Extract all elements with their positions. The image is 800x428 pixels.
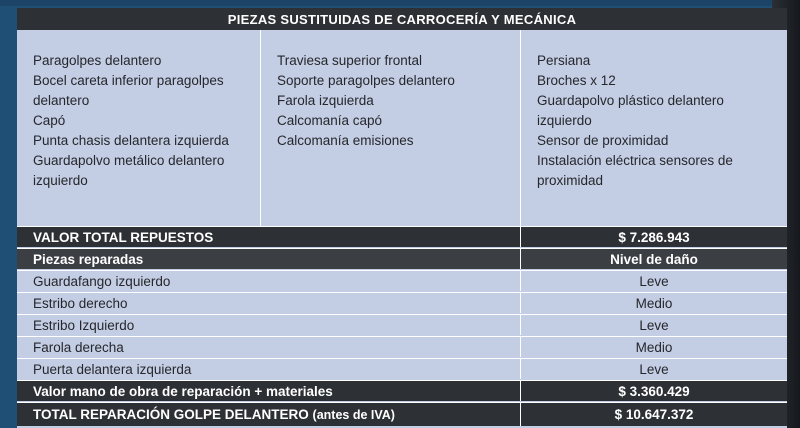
labor-label: Valor mano de obra de reparación + materiales	[17, 381, 521, 401]
table-row	[17, 292, 787, 313]
labor-value: $ 3.360.429	[618, 383, 690, 399]
part-item: Broches x 12	[537, 73, 616, 88]
part-item: Soporte paragolpes delantero	[277, 73, 455, 88]
parts-column-2	[261, 30, 521, 226]
part-item: Punta chasis delantera izquierda	[33, 133, 229, 148]
repaired-header-label: Piezas reparadas	[17, 249, 521, 269]
part-item: Calcomanía emisiones	[277, 133, 414, 148]
part-item: Paragolpes delantero	[33, 53, 162, 68]
grand-total-title: TOTAL REPARACIÓN GOLPE DELANTERO	[33, 407, 309, 422]
part-item: delantero	[33, 93, 90, 108]
grand-total-note: (antes de IVA)	[312, 407, 395, 422]
damage-level: Medio	[635, 339, 673, 355]
repaired-header-row	[17, 248, 787, 269]
damage-level: Leve	[639, 273, 669, 289]
labor-row	[17, 380, 787, 401]
part-item: Guardapolvo plástico delantero izquierdo	[537, 93, 724, 128]
part-item: Calcomanía capó	[277, 113, 383, 128]
parts-column-3	[521, 30, 787, 226]
parts-column-1	[17, 30, 261, 226]
damage-level: Leve	[639, 361, 669, 377]
grand-total-value: $ 10.647.372	[614, 407, 694, 422]
replaced-parts-section	[17, 30, 787, 226]
total-parts-row	[17, 226, 787, 247]
part-item: Bocel careta inferior paragolpes	[33, 73, 224, 88]
part-item: Sensor de proximidad	[537, 133, 669, 148]
part-item: Persiana	[537, 53, 591, 68]
table-row	[17, 358, 787, 379]
part-item: Traviesa superior frontal	[277, 53, 423, 68]
part-item: Farola izquierda	[277, 93, 374, 108]
repaired-part-name: Estribo Izquierdo	[17, 315, 521, 335]
grand-total-row	[17, 402, 787, 426]
part-item: Instalación eléctrica sensores de proximidad	[537, 153, 733, 188]
grand-total-label	[17, 403, 521, 426]
repair-cost-table	[17, 8, 787, 428]
table-row	[17, 314, 787, 335]
part-item: Capó	[33, 113, 66, 128]
damage-level: Medio	[635, 295, 673, 311]
repaired-part-name: Puerta delantera izquierda	[17, 359, 521, 379]
part-item: Guardapolvo metálico delantero izquierdo	[33, 153, 225, 188]
table-row	[17, 270, 787, 291]
table-title: PIEZAS SUSTITUIDAS DE CARROCERÍA Y MECÁNICA	[17, 8, 787, 30]
background-top-strip	[0, 0, 800, 6]
repaired-part-name: Farola derecha	[17, 337, 521, 357]
damage-level-header: Nivel de daño	[610, 251, 698, 267]
total-parts-value: $ 7.286.943	[618, 229, 690, 245]
repaired-part-name: Guardafango izquierdo	[17, 271, 521, 291]
repaired-part-name: Estribo derecho	[17, 293, 521, 313]
total-parts-label: VALOR TOTAL REPUESTOS	[17, 227, 521, 247]
table-row	[17, 336, 787, 357]
damage-level: Leve	[639, 317, 669, 333]
